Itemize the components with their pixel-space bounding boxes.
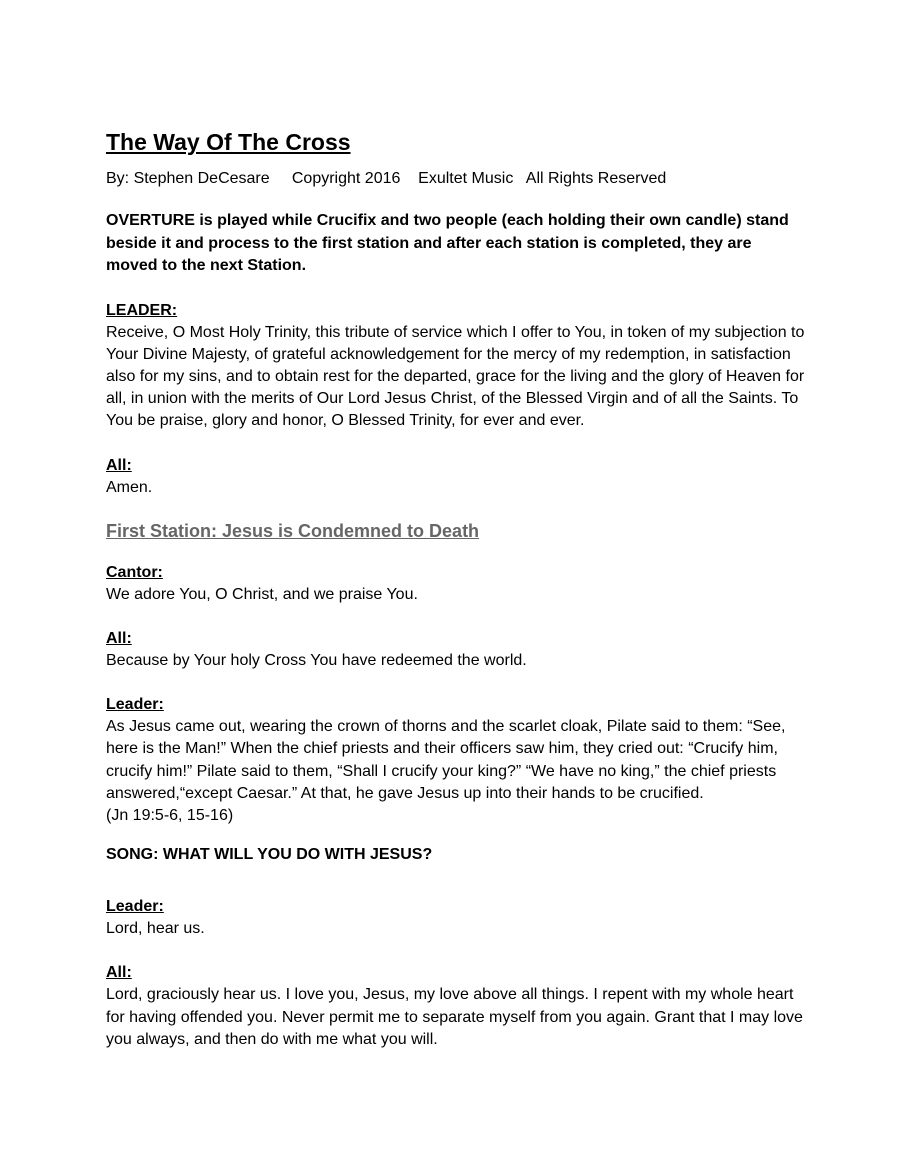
leader-label: Leader: bbox=[106, 696, 164, 714]
overture-instruction: OVERTURE is played while Crucifix and two people (each holding their own candle) stand beside it and process to the first station and after each station is completed, they are moved to the next Station. bbox=[106, 212, 789, 274]
all-prayer: Lord, graciously hear us. I love you, Jesus, my love above all things. I repent with my whole heart for having offended you. Never permit me to separate myself from you again. Grant that I may love you always, and then do with me what you will. bbox=[106, 986, 803, 1048]
document-page bbox=[106, 127, 806, 1051]
leader-prayer: Receive, O Most Holy Trinity, this tribute of service which I offer to You, in token of my subjection to Your Divine Majesty, of grateful acknowledgement for the mercy of my redemption, in satisfaction also for my sins, and to obtain rest for the departed, grace for the living and the glory of Heaven for all, in union with the merits of Our Lord Jesus Christ, of the Blessed Virgin and of all the Saints. To You be praise, glory and honor, O Blessed Trinity, for ever and ever. bbox=[106, 323, 805, 430]
leader-reading: As Jesus came out, wearing the crown of thorns and the scarlet cloak, Pilate said to them: “See, here is the Man!” When the chief priests and their officers saw him, they cried out: “Crucify him, crucify him!” Pilate said to them, “Shall I crucify your king?” “We have no king,” the chief priests answered,“except Caesar.” At that, he gave Jesus up into their hands to be crucified. bbox=[106, 718, 786, 802]
station-heading: First Station: Jesus is Condemned to Death bbox=[106, 520, 480, 541]
byline: By: Stephen DeCesare Copyright 2016 Exultet Music All Rights Reserved bbox=[106, 170, 667, 187]
leader-petition: Lord, hear us. bbox=[106, 920, 205, 938]
scripture-citation: (Jn 19:5-6, 15-16) bbox=[106, 806, 234, 824]
all-label: All: bbox=[106, 964, 132, 982]
all-label: All: bbox=[106, 456, 132, 474]
all-response: Because by Your holy Cross You have redeemed the world. bbox=[106, 651, 527, 669]
leader-label: Leader: bbox=[106, 898, 164, 916]
song-title: SONG: WHAT WILL YOU DO WITH JESUS? bbox=[106, 846, 433, 864]
all-response: Amen. bbox=[106, 478, 153, 496]
all-label: All: bbox=[106, 629, 132, 647]
cantor-label: Cantor: bbox=[106, 563, 163, 581]
leader-label: LEADER: bbox=[106, 301, 178, 319]
cantor-text: We adore You, O Christ, and we praise You. bbox=[106, 585, 418, 603]
document-title: The Way Of The Cross bbox=[106, 129, 351, 155]
